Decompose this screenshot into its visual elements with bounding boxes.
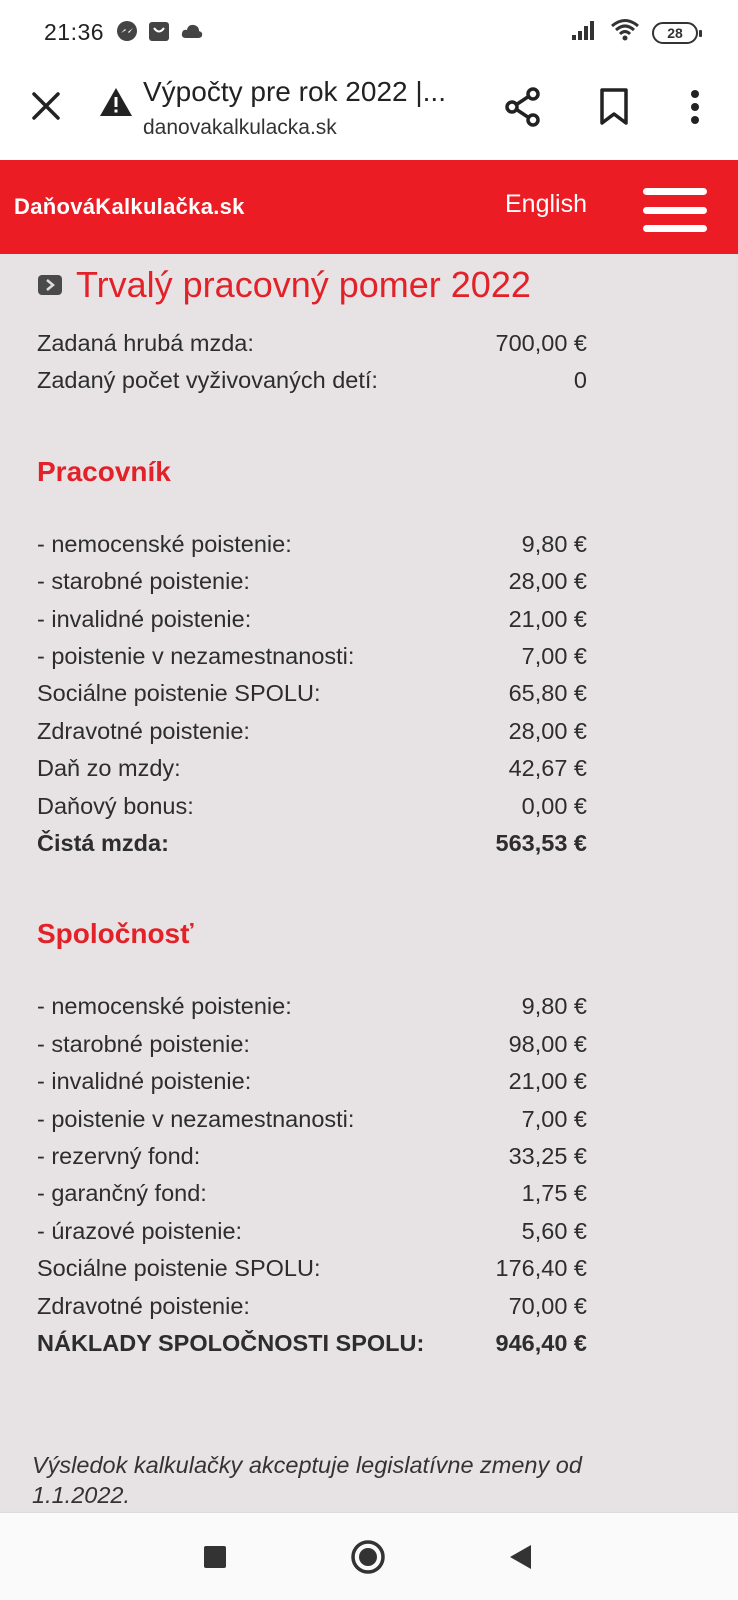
row-value: 7,00 € [521,643,587,669]
row-value: 0 [573,367,587,393]
legislation-note: Výsledok kalkulačky akceptuje legislatívne zmeny od 1.1.2022. [32,1452,582,1508]
row-value: 5,60 € [521,1218,587,1244]
close-tab-button[interactable] [24,84,68,128]
row-value: 176,40 € [495,1255,587,1281]
page-title[interactable]: Výpočty pre rok 2022 |... [143,76,446,107]
employee-row [37,568,587,604]
company-row [37,1068,587,1104]
row-label: - úrazové poistenie: [37,1218,243,1244]
recents-button[interactable] [191,1533,239,1581]
wifi-icon [610,18,640,47]
system-nav-bar [0,1512,738,1600]
row-value: 70,00 € [508,1293,587,1319]
bookmark-button[interactable] [589,82,639,132]
employee-row [37,755,587,791]
bookmark-icon [599,88,629,126]
company-row [37,1218,587,1254]
company-row [37,1143,587,1179]
row-value: 563,53 € [495,830,587,856]
home-button[interactable] [344,1533,392,1581]
share-icon [504,87,542,127]
battery-icon: 28 [652,22,698,44]
company-row [37,1180,587,1216]
input-row [37,367,587,403]
row-value: 946,40 € [495,1330,587,1356]
back-icon [507,1543,533,1571]
company-row [37,1031,587,1067]
employee-row [37,606,587,642]
row-value: 98,00 € [508,1031,587,1057]
company-total-row [37,1330,587,1366]
row-label: Sociálne poistenie SPOLU: [37,1255,321,1281]
warning-icon[interactable] [98,86,134,123]
company-heading: Spoločnosť [37,918,194,949]
row-label: - rezervný fond: [37,1143,201,1169]
arrow-bullet-icon [38,275,62,295]
employee-heading: Pracovník [37,456,171,487]
row-label: Zadaná hrubá mzda: [37,330,254,356]
cloud-icon [180,22,204,45]
row-value: 7,00 € [521,1106,587,1132]
employee-row [37,718,587,754]
row-label: Sociálne poistenie SPOLU: [37,680,321,706]
section-header [38,264,531,306]
employee-row [37,531,587,567]
hamburger-line [643,207,707,214]
row-label: - poistenie v nezamestnanosti: [37,643,355,669]
messenger-icon [116,20,138,47]
status-system-icons [570,18,698,47]
employee-row [37,643,587,679]
row-label: - nemocenské poistenie: [37,993,292,1019]
status-bar [0,0,738,66]
row-value: 9,80 € [521,531,587,557]
row-label: Zdravotné poistenie: [37,718,250,744]
site-header [0,160,738,254]
row-label: NÁKLADY SPOLOČNOSTI SPOLU: [37,1330,425,1356]
row-label: - poistenie v nezamestnanosti: [37,1106,355,1132]
recents-icon [204,1546,226,1568]
input-row [37,330,587,366]
row-value: 21,00 € [508,606,587,632]
browser-toolbar [0,66,738,160]
row-value: 0,00 € [521,793,587,819]
row-label: - nemocenské poistenie: [37,531,292,557]
row-value: 65,80 € [508,680,587,706]
row-label: - invalidné poistenie: [37,606,252,632]
company-row [37,1293,587,1329]
row-value: 1,75 € [521,1180,587,1206]
home-icon [350,1539,386,1575]
hamburger-line [643,225,707,232]
company-row [37,993,587,1029]
employee-row [37,793,587,829]
back-button[interactable] [496,1533,544,1581]
employee-row [37,680,587,716]
row-label: Čistá mzda: [37,830,169,856]
row-value: 42,67 € [508,755,587,781]
main-content [0,254,738,1512]
page-heading: Trvalý pracovný pomer 2022 [76,264,531,305]
row-value: 28,00 € [508,568,587,594]
company-row [37,1255,587,1291]
row-label: - starobné poistenie: [37,568,250,594]
row-label: Zadaný počet vyživovaných detí: [37,367,378,393]
store-icon [148,20,170,47]
more-options-button[interactable] [670,82,720,132]
company-row [37,1106,587,1142]
row-label: Daň zo mzdy: [37,755,181,781]
close-icon [31,91,61,121]
menu-button[interactable] [643,188,707,232]
row-label: - garančný fond: [37,1180,207,1206]
signal-icon [570,19,598,46]
row-value: 33,25 € [508,1143,587,1169]
status-notification-icons [116,20,204,47]
row-label: - starobné poistenie: [37,1031,250,1057]
share-button[interactable] [498,82,548,132]
row-value: 700,00 € [495,330,587,356]
row-label: - invalidné poistenie: [37,1068,252,1094]
row-value: 28,00 € [508,718,587,744]
net-salary-row [37,830,587,866]
site-logo[interactable]: DaňováKalkulačka.sk [14,194,245,219]
hamburger-line [643,188,707,195]
row-label: Daňový bonus: [37,793,194,819]
row-label: Zdravotné poistenie: [37,1293,250,1319]
status-time: 21:36 [44,19,105,45]
row-value: 21,00 € [508,1068,587,1094]
page-url[interactable]: danovakalkulacka.sk [143,116,337,139]
language-link[interactable]: English [505,190,587,218]
more-icon [690,89,700,125]
row-value: 9,80 € [521,993,587,1019]
